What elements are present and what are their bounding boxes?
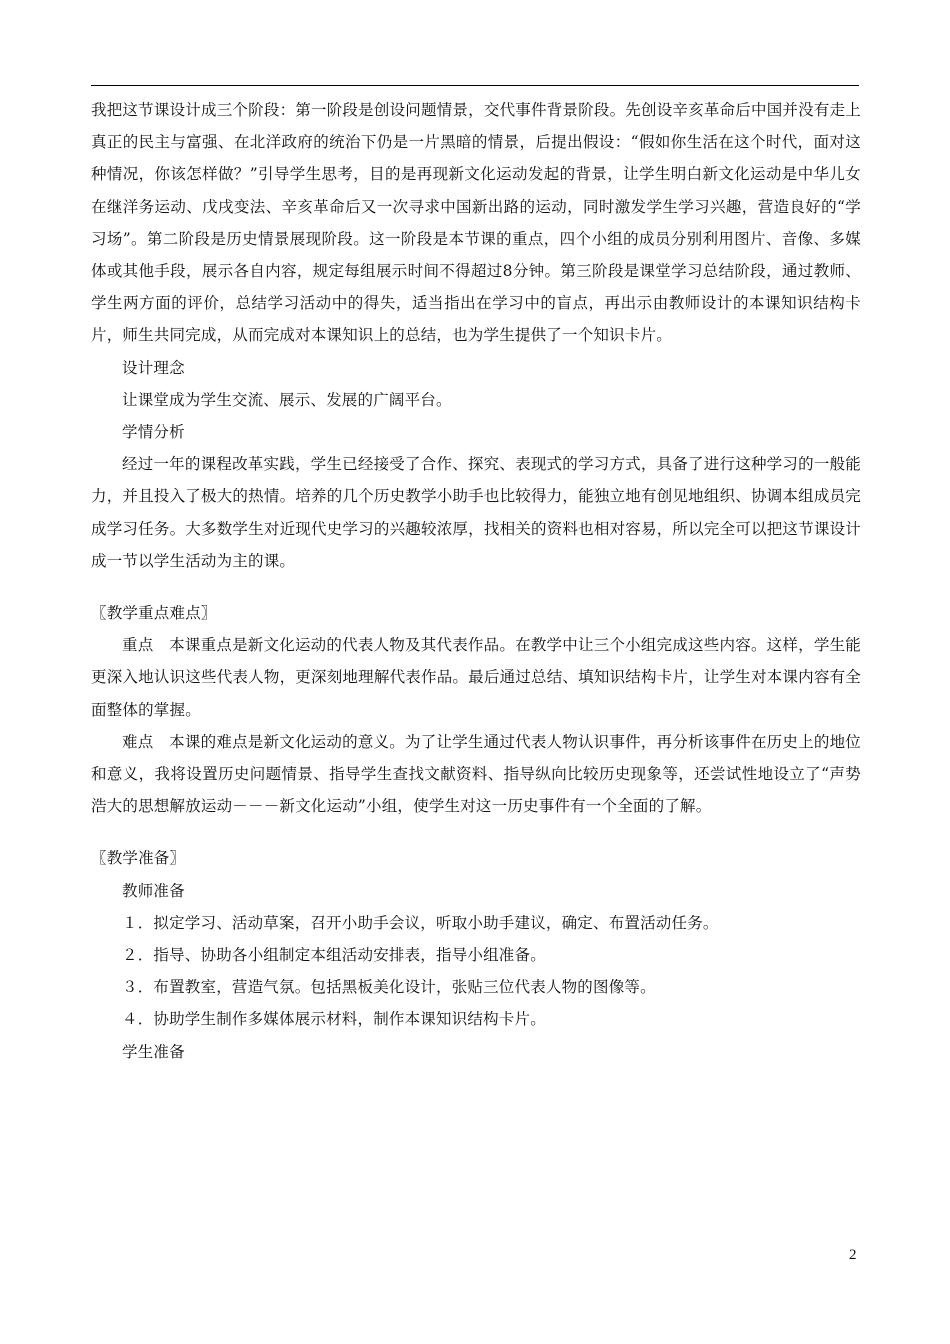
- header-rule: [91, 85, 859, 86]
- preparation-item: ３．布置教室，营造气氛。包括黑板美化设计，张贴三位代表人物的图像等。: [122, 978, 656, 997]
- stages-paragraph: 我把这节课设计成三个阶段：第一阶段是创设问题情景，交代事件背景阶段。先创设辛亥革命后中国并没有走上真正的民主与富强、在北洋政府的统治下仍是一片黑暗的情景，后提出假设：“假如你生活在这个时代，面对这种情况，你该怎样做？”引导学生思考，目的是再现新文化运动发起的背景，让学生明白新文化运动是中华儿女在继洋务运动、戊戌变法、辛亥革命后又一次寻求中国新出路的运动，同时激发学生学习兴趣，营造良好的“学习场”。第二阶段是历史情景展现阶段。这一阶段是本节课的重点，四个小组的成员分别利用图片、音像、多媒体或其他手段，展示各自内容，规定每组展示时间不得超过8分钟。第三阶段是课堂学习总结阶段，通过教师、学生两方面的评价，总结学习活动中的得失，适当指出在学习中的盲点，再出示由教师设计的本课知识结构卡片，师生共同完成，从而完成对本课知识上的总结，也为学生提供了一个知识卡片。: [91, 101, 861, 345]
- teacher-preparation-title: 教师准备: [122, 881, 185, 900]
- preparation-heading: 〖教学准备〗: [91, 849, 186, 868]
- page-number: 2: [849, 1247, 857, 1263]
- preparation-item: ４．协助学生制作多媒体展示材料，制作本课知识结构卡片。: [122, 1010, 546, 1029]
- difficulty-paragraph: 难点 本课的难点是新文化运动的意义。为了让学生通过代表人物认识事件，再分析该事件在历史上的地位和意义，我将设置历史问题情景、指导学生查找文献资料、指导纵向比较历史现象等，还尝试性地设立了“声势浩大的思想解放运动－－－新文化运动”小组，使学生对这一历史事件有一个全面的了解。: [91, 732, 861, 816]
- student-analysis-paragraph: 经过一年的课程改革实践，学生已经接受了合作、探究、表现式的学习方式，具备了进行这种学习的一般能力，并且投入了极大的热情。培养的几个历史教学小助手也比较得力，能独立地有创见地组织、协调本组成员完成学习任务。大多数学生对近现代史学习的兴趣较浓厚，找相关的资料也相对容易，所以完全可以把这节课设计成一节以学生活动为主的课。: [91, 455, 861, 570]
- preparation-item: １．拟定学习、活动草案，召开小助手会议，听取小助手建议，确定、布置活动任务。: [122, 913, 719, 932]
- focus-paragraph: 重点 本课重点是新文化运动的代表人物及其代表作品。在教学中让三个小组完成这些内容。这样，学生能更深入地认识这些代表人物，更深刻地理解代表作品。最后通过总结、填知识结构卡片，让学生对本课内容有全面整体的掌握。: [91, 636, 861, 719]
- design-concept-title: 设计理念: [122, 358, 185, 377]
- key-points-heading: 〖教学重点难点〗: [91, 604, 217, 623]
- student-preparation-title: 学生准备: [122, 1042, 185, 1061]
- preparation-item: ２．指导、协助各小组制定本组活动安排表，指导小组准备。: [122, 946, 546, 965]
- design-concept-paragraph: 让课堂成为学生交流、展示、发展的广阔平台。: [122, 390, 452, 409]
- student-analysis-title: 学情分析: [122, 423, 185, 442]
- document-body: [91, 94, 861, 1068]
